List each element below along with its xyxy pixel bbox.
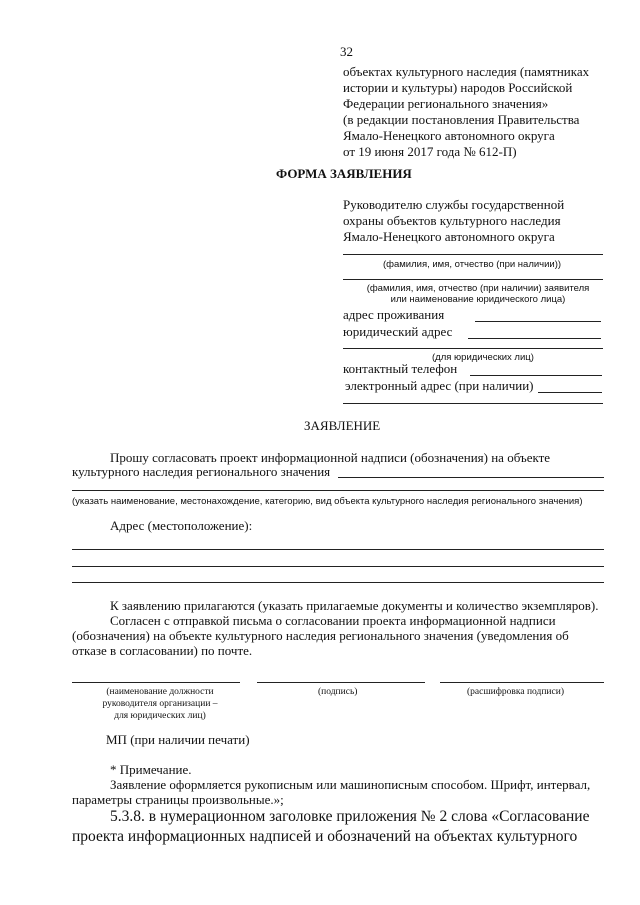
legal-address-line-2[interactable] [343, 348, 603, 349]
addressee-block [343, 197, 564, 245]
email-input-line[interactable] [538, 392, 602, 393]
addressee-line: Ямало-Ненецкого автономного округа [343, 229, 555, 244]
addressee-line: Руководителю службы государственной [343, 197, 565, 212]
header-line: от 19 июня 2017 года № 612-П) [343, 144, 517, 159]
page-number: 32 [340, 44, 353, 59]
object-input-line-2[interactable] [72, 490, 604, 491]
fio-line[interactable] [343, 254, 603, 255]
applicant-line[interactable] [343, 279, 603, 280]
signature-position-line[interactable] [72, 682, 240, 683]
field-email-label: электронный адрес (при наличии) [345, 378, 534, 393]
address-line-3[interactable] [72, 582, 604, 583]
phone-input-line[interactable] [470, 375, 602, 376]
address-label: Адрес (местоположение): [110, 518, 253, 533]
consent-line-3: отказе в согласовании) по почте. [72, 643, 253, 658]
caption-position-line: (наименование должности [106, 687, 214, 697]
header-line: истории и культуры) народов Российской [343, 80, 573, 95]
amend-line-2: проекта информационных надписей и обозначений на объектах культурного [72, 828, 578, 845]
statement-line-1: Прошу согласовать проект информационной надписи (обозначения) на объекте [110, 450, 551, 465]
consent-line-1: Согласен с отправкой письма о согласовании проекта информационной надписи [110, 613, 556, 628]
field-phone-label: контактный телефон [343, 361, 458, 376]
legal-address-input-line[interactable] [468, 338, 601, 339]
consent-line-2: (обозначения) на объекте культурного наследия регионального значения (уведомления об [72, 628, 569, 643]
object-input-line[interactable] [338, 477, 604, 478]
caption-position [80, 686, 240, 722]
addressee-line: охраны объектов культурного наследия [343, 213, 561, 228]
caption-legal: (для юридических лиц) [432, 352, 534, 363]
note-title: * Примечание. [110, 762, 192, 777]
form-title: ФОРМА ЗАЯВЛЕНИЯ [276, 166, 412, 181]
address-line-1[interactable] [72, 549, 604, 550]
caption-object: (указать наименование, местонахождение, категорию, вид объекта культурного наследия регионального значения) [72, 496, 583, 507]
statement-title: ЗАЯВЛЕНИЕ [304, 418, 381, 433]
caption-signature: (подпись) [318, 687, 358, 697]
attach-line: К заявлению прилагаются (указать прилагаемые документы и количество экземпляров). [110, 598, 599, 613]
caption-fio: (фамилия, имя, отчество (при наличии)) [383, 259, 562, 270]
residence-input-line[interactable] [475, 321, 601, 322]
header-line: объектах культурного наследия (памятниках [343, 64, 590, 79]
header-line: Ямало-Ненецкого автономного округа [343, 128, 555, 143]
field-residence-label: адрес проживания [343, 307, 445, 322]
caption-applicant [343, 283, 613, 305]
note-line-2: параметры страницы произвольные.»; [72, 792, 284, 807]
address-line-2[interactable] [72, 566, 604, 567]
caption-position-line: руководителя организации – [102, 699, 218, 709]
caption-applicant-line: (фамилия, имя, отчество (при наличии) заявителя [366, 283, 590, 294]
header-block [343, 64, 589, 160]
field-legal-address-label: юридический адрес [343, 324, 453, 339]
signature-decoding-line[interactable] [440, 682, 604, 683]
stamp-label: МП (при наличии печати) [106, 732, 250, 747]
caption-applicant-line: или наименование юридического лица) [390, 294, 566, 305]
email-line-2[interactable] [343, 403, 603, 404]
header-line: Федерации регионального значения» [343, 96, 549, 111]
amend-line-1: 5.3.8. в нумерационном заголовке приложения № 2 слова «Согласование [110, 808, 590, 825]
statement-line-2: культурного наследия регионального значения [72, 464, 331, 479]
caption-decoding: (расшифровка подписи) [467, 687, 564, 697]
header-line: (в редакции постановления Правительства [343, 112, 580, 127]
signature-line[interactable] [257, 682, 425, 683]
note-line-1: Заявление оформляется рукописным или машинописным способом. Шрифт, интервал, [110, 777, 591, 792]
caption-position-line: для юридических лиц) [114, 711, 206, 721]
